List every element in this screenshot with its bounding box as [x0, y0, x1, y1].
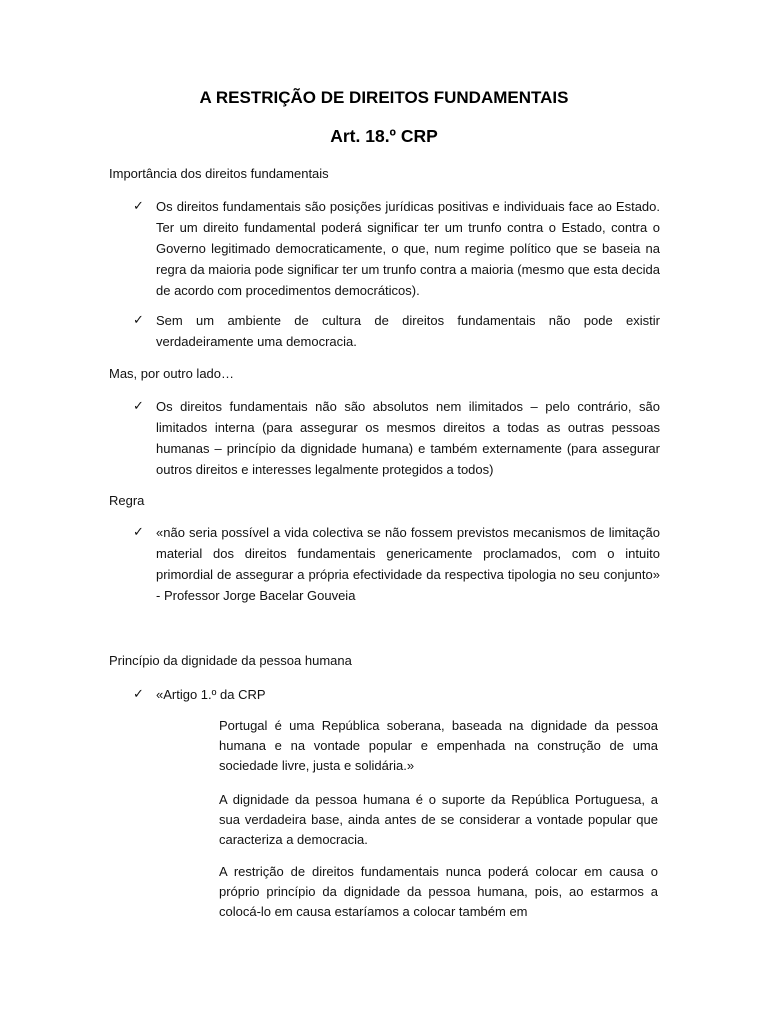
- section-heading-regra: Regra: [109, 493, 145, 508]
- bullet-text: Os direitos fundamentais não são absolutos nem ilimitados – pelo contrário, são limitados interna (para assegurar os mesmos direitos a todas as outras pessoas humanas – princípio da dignidade humana) e também externamente (para assegurar outros direitos e interesses legalmente protegidos a todos): [156, 399, 660, 477]
- document-title: A RESTRIÇÃO DE DIREITOS FUNDAMENTAIS: [199, 88, 569, 107]
- indented-paragraph: A restrição de direitos fundamentais nunca poderá colocar em causa o próprio princípio da dignidade da pessoa humana, pois, ao estarmos a colocá-lo em causa estaríamos a colocar também em: [219, 864, 658, 919]
- section-heading-outro-lado: Mas, por outro lado…: [109, 366, 235, 381]
- checkmark-icon: ✓: [133, 198, 144, 213]
- indented-paragraph: A dignidade da pessoa humana é o suporte da República Portuguesa, a sua verdadeira base, ainda antes de se considerar a vontade popular que caracteriza a democracia.: [219, 792, 658, 847]
- checkmark-icon: ✓: [133, 398, 144, 413]
- bullet-text: «não seria possível a vida colectiva se não fossem previstos mecanismos de limitação material dos direitos fundamentais genericamente proclamados, com o intuito primordial de assegurar a própria efectividade da respectiva tipologia no seu conjunto» - Professor Jorge Bacelar Gouveia: [156, 525, 660, 603]
- list-item: [133, 310, 660, 352]
- checkmark-icon: ✓: [133, 686, 144, 701]
- section-heading-dignidade: Princípio da dignidade da pessoa humana: [109, 653, 352, 668]
- list-item: [133, 522, 660, 606]
- document-subtitle: Art. 18.º CRP: [330, 126, 438, 146]
- bullet-text: «Artigo 1.º da CRP: [156, 687, 266, 702]
- list-item: [133, 684, 660, 705]
- bullet-text: Sem um ambiente de cultura de direitos fundamentais não pode existir verdadeiramente uma democracia.: [156, 313, 660, 349]
- list-item: [133, 396, 660, 480]
- checkmark-icon: ✓: [133, 524, 144, 539]
- list-item: [133, 196, 660, 301]
- checkmark-icon: ✓: [133, 312, 144, 327]
- bullet-text: Os direitos fundamentais são posições jurídicas positivas e individuais face ao Estado. Ter um direito fundamental poderá significar ter um trunfo contra o Estado, contra o Governo legitimado democraticamente, o que, num regime político que se baseia na regra da maioria pode significar ter um trunfo contra a maioria (mesmo que esta decida de acordo com procedimentos democráticos).: [156, 199, 660, 298]
- indented-paragraph: Portugal é uma República soberana, baseada na dignidade da pessoa humana e na vontade popular e empenhada na construção de uma sociedade livre, justa e solidária.»: [219, 718, 658, 773]
- section-heading-importancia: Importância dos direitos fundamentais: [109, 166, 329, 181]
